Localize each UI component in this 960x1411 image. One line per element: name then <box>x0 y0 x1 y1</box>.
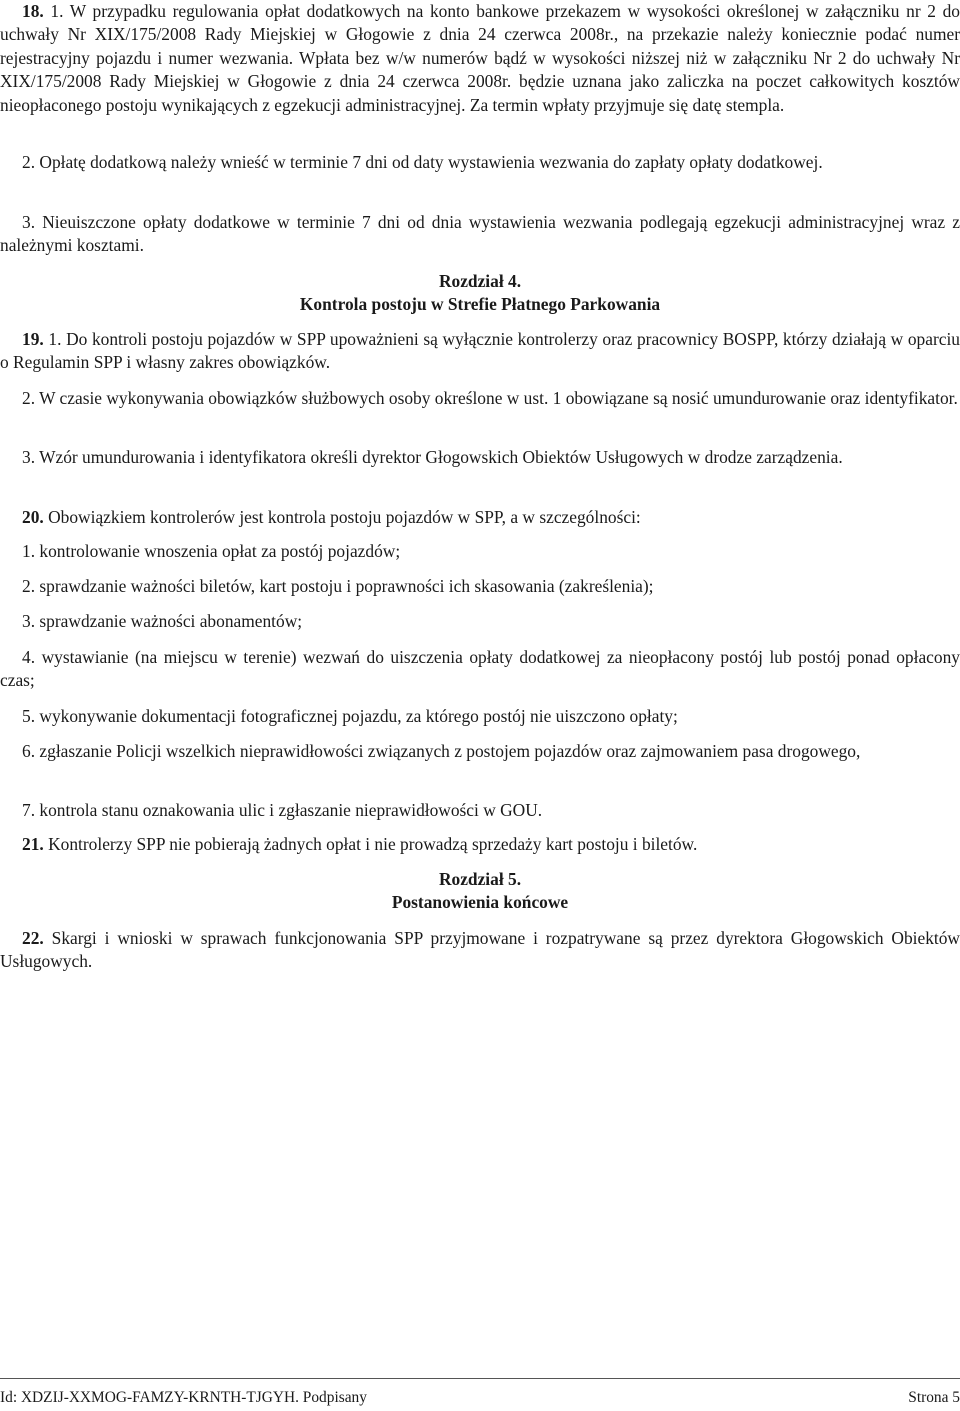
section-21-text: Kontrolerzy SPP nie pobierają żadnych opłat i nie prowadzą sprzedaży kart postoju i biletów. <box>48 834 698 854</box>
list-item-text: sprawdzanie ważności abonamentów; <box>39 611 303 631</box>
section-22-number: 22. <box>22 928 44 948</box>
chapter-5-title: Postanowienia końcowe <box>391 892 569 912</box>
section-19-paragraph-1 <box>0 328 960 375</box>
section-19-p3-text: Wzór umundurowania i identyfikatora określi dyrektor Głogowskich Obiektów Usługowych w drodze zarządzenia. <box>39 447 843 467</box>
section-19-p1-number: 1. <box>48 329 62 349</box>
list-item-text: wystawianie (na miejscu w terenie) wezwań do uiszczenia opłaty dodatkowej za nieopłacony postój lub postój ponad opłacony czas; <box>0 647 960 691</box>
section-19-p2-text: W czasie wykonywania obowiązków służbowych osoby określone w ust. 1 obowiązane są nosić umundurowanie oraz identyfikator. <box>39 388 958 408</box>
section-19-paragraph-3 <box>0 446 960 469</box>
list-item-text: sprawdzanie ważności biletów, kart postoju i poprawności ich skasowania (zakreślenia); <box>39 576 654 596</box>
list-item-number: 5. <box>22 706 36 726</box>
section-20-item-4 <box>0 646 960 693</box>
section-18-paragraph-2 <box>0 151 960 174</box>
chapter-4-title: Kontrola postoju w Strefie Płatnego Parkowania <box>299 294 661 314</box>
section-22-text: Skargi i wnioski w sprawach funkcjonowania SPP przyjmowane i rozpatrywane są przez dyrektora Głogowskich Obiektów Usługowych. <box>0 928 960 972</box>
section-20-item-7 <box>0 799 960 822</box>
section-20-item-3 <box>0 610 960 633</box>
list-item-text: wykonywanie dokumentacji fotograficznej pojazdu, za którego postój nie uiszczono opłaty; <box>39 706 678 726</box>
list-item-text: kontrola stanu oznakowania ulic i zgłaszanie nieprawidłowości w GOU. <box>39 800 543 820</box>
chapter-4-label: Rozdział 4. <box>438 271 522 291</box>
section-21-number: 21. <box>22 834 44 854</box>
section-20-number: 20. <box>22 507 44 527</box>
section-18-paragraph-1 <box>0 0 960 117</box>
section-19-p3-number: 3. <box>22 447 36 467</box>
section-20-item-2 <box>0 575 960 598</box>
section-18-p2-number: 2. <box>22 152 36 172</box>
section-20-item-1 <box>0 540 960 563</box>
section-19-p1-text: Do kontroli postoju pojazdów w SPP upoważnieni są wyłącznie kontrolerzy oraz pracownicy BOSPP, którzy działają w oparciu o Regulamin SPP i własny zakres obowiązków. <box>0 329 960 373</box>
section-19-number: 19. <box>22 329 44 349</box>
list-item-number: 3. <box>22 611 36 631</box>
list-item-number: 2. <box>22 576 36 596</box>
section-19-p2-number: 2. <box>22 388 36 408</box>
section-18-paragraph-3 <box>0 211 960 258</box>
list-item-number: 6. <box>22 741 36 761</box>
section-18-p1-number: 1. <box>50 1 64 21</box>
section-18-p1-text: W przypadku regulowania opłat dodatkowych na konto bankowe przekazem w wysokości określonej w załączniku nr 2 do uchwały Nr XIX/175/2008 Rady Miejskiej w Głogowie z dnia 24 czerwca 2008r., na przekazie należy koniecznie podać numer rejestracyjny pojazdu i numer wezwania. Wpłata bez w/w numerów bądź w wysokości niższej niż w załączniku Nr 2 do uchwały Nr XIX/175/2008 Rady Miejskiej w Głogowie z dnia 24 czerwca 2008r. będzie uznana jako zaliczka na poczet całkowitych kosztów nieopłaconego postoju wynikających z egzekucji administracyjnej. Za termin wpłaty przyjmuje się datę stempla. <box>0 1 960 115</box>
section-18-p3-text: Nieuiszczone opłaty dodatkowe w terminie 7 dni od dnia wystawienia wezwania podlegają egzekucji administracyjnej wraz z należnymi kosztami. <box>0 212 960 256</box>
list-item-text: zgłaszanie Policji wszelkich nieprawidłowości związanych z postojem pojazdów oraz zajmowaniem pasa drogowego, <box>39 741 861 761</box>
section-18-number: 18. <box>22 1 44 21</box>
footer-page-number: Strona 5 <box>908 1389 960 1406</box>
list-item-text: kontrolowanie wnoszenia opłat za postój pojazdów; <box>39 541 401 561</box>
section-20-item-6 <box>0 740 960 763</box>
section-21 <box>0 833 960 856</box>
section-19-paragraph-2 <box>0 387 960 410</box>
section-20-item-5 <box>0 705 960 728</box>
section-18-p2-text: Opłatę dodatkową należy wnieść w terminie 7 dni od daty wystawienia wezwania do zapłaty opłaty dodatkowej. <box>39 152 823 172</box>
section-18-p3-number: 3. <box>22 212 36 232</box>
section-20-intro-text: Obowiązkiem kontrolerów jest kontrola postoju pojazdów w SPP, a w szczególności: <box>48 507 641 527</box>
list-item-number: 7. <box>22 800 36 820</box>
list-item-number: 1. <box>22 541 36 561</box>
footer-document-id: Id: XDZIJ-XXMOG-FAMZY-KRNTH-TJGYH. Podpisany <box>0 1389 367 1406</box>
section-20-intro <box>0 506 960 529</box>
list-item-number: 4. <box>22 647 36 667</box>
chapter-5-label: Rozdział 5. <box>438 869 522 889</box>
section-22 <box>0 927 960 974</box>
footer-divider <box>0 1378 960 1379</box>
